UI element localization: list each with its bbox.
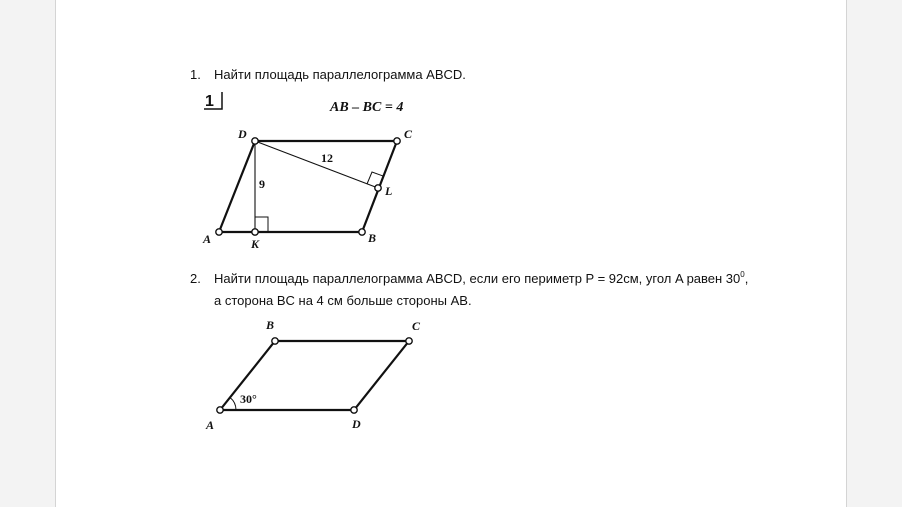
- parallelogram-abcd: [219, 141, 397, 232]
- label-k: K: [251, 237, 260, 251]
- task-2-line-1: Найти площадь параллелограмма ABCD, если его периметр P = 92см, угол A равен $30^0$,: [214, 270, 749, 286]
- label-l: L: [385, 184, 393, 198]
- label-segment-12: 12: [321, 151, 333, 165]
- vertex-d: [252, 138, 258, 144]
- degree-superscript: 0: [740, 270, 745, 279]
- vertex-d-2: [351, 407, 357, 413]
- label-c: C: [404, 127, 413, 141]
- angle-arc-a: [230, 398, 236, 411]
- vertex-b-2: [272, 338, 278, 344]
- label-height-9: 9: [259, 177, 265, 191]
- label-a: A: [203, 232, 212, 246]
- point-k: [252, 229, 258, 235]
- label-angle-30: 30°: [240, 392, 257, 406]
- label-a-2: A: [206, 418, 215, 432]
- vertex-b: [359, 229, 365, 235]
- label-b: B: [368, 231, 377, 245]
- figure-1-equation: AB – BC = 4: [330, 100, 404, 115]
- figure-1-badge: 1: [205, 93, 214, 110]
- task-1-number: 1.: [190, 67, 201, 82]
- vertex-a: [216, 229, 222, 235]
- vertex-c-2: [406, 338, 412, 344]
- point-l: [375, 185, 381, 191]
- segment-dl: [255, 141, 378, 188]
- task-2-number: 2.: [190, 271, 201, 286]
- figure-1: [202, 92, 413, 251]
- label-d: D: [238, 127, 247, 141]
- figure-2: [205, 318, 421, 432]
- label-b-2: B: [266, 318, 275, 332]
- vertex-c: [394, 138, 400, 144]
- vertex-a-2: [217, 407, 223, 413]
- label-c-2: C: [412, 319, 421, 333]
- task-1-text: Найти площадь параллелограмма ABCD.: [214, 67, 466, 82]
- task-2-line-2: а сторона BC на 4 см больше стороны AB.: [214, 293, 472, 308]
- label-d-2: D: [352, 417, 361, 431]
